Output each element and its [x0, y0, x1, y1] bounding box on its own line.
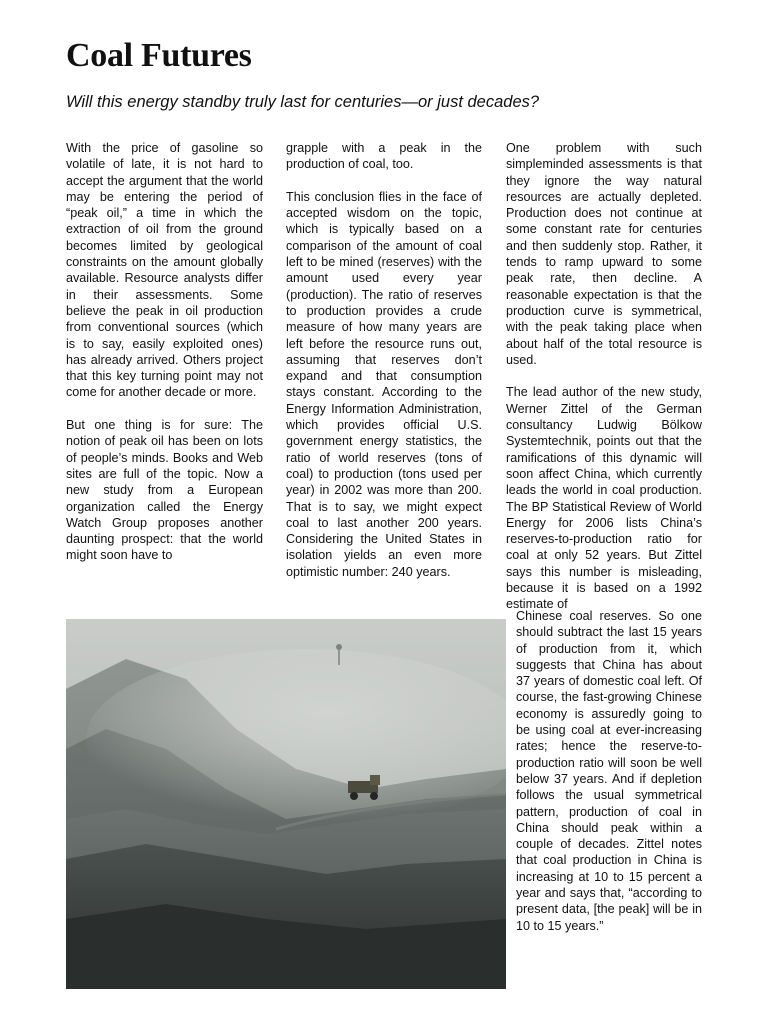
paragraph: With the price of gasoline so volatile of late, it is not hard to accept the argument that the world may be entering the period of “peak oil,” a time in which the extraction of oil from the ground becomes limited by geological constraints on the amount globally available. Resource analysts differ in their assessments. Some believe the peak in oil production from conventional sources (which is to say, easily exploited ones) has already arrived. Others project that this key turning point may not come for another decade or more.	[66, 141, 263, 400]
text-column-3	[506, 140, 702, 613]
article-title: Coal Futures	[66, 37, 252, 74]
paragraph: One problem with such simpleminded assessments is that they ignore the way natural resources are actually depleted. Production does not continue at some constant rate for centuries and then suddenly stop. Rather, it tends to ramp upward to some peak rate, then decline. A reasonable expectation is that the production curve is symmetrical, with the peak taking place when about half of the total resource is used.	[506, 141, 702, 367]
paragraph: But one thing is for sure: The notion of peak oil has been on lots of people’s minds. Books and Web sites are full of the topic. Now a new study from a European organization called the Energy Watch Group proposes another daunting prospect: that the world might soon have to	[66, 418, 263, 563]
text-column-3-continued	[516, 608, 702, 934]
text-column-2	[286, 140, 482, 580]
coal-mine-photo-illustration	[66, 619, 506, 989]
paragraph: Chinese coal reserves. So one should subtract the last 15 years of production from it, which suggests that China has about 37 years of domestic coal left. Of course, the fast-growing Chinese economy is assuredly going to be using coal at ever-increasing rates; hence the reserve-to-production ratio will soon be well below 37 years. And if depletion follows the usual symmetrical pattern, production of coal in China should peak within a couple of decades. Zittel notes that coal production in China is increasing at 10 to 15 percent a year and says that, “according to present data, [the peak] will be in 10 to 15 years.”	[516, 609, 702, 933]
article-subtitle: Will this energy standby truly last for centuries—or just decades?	[66, 93, 540, 111]
text-column-1	[66, 140, 263, 564]
paragraph: grapple with a peak in the production of coal, too.	[286, 141, 482, 172]
paragraph: This conclusion flies in the face of accepted wisdom on the topic, which is typically based on a comparison of the amount of coal left to be mined (reserves) with the amount used every year (production). The ratio of reserves to production provides a crude measure of how many years are left before the resource runs out, assuming that reserves don’t expand and that consumption stays constant. According to the Energy Information Administration, which provides official U.S. government energy statistics, the ratio of world reserves (tons of coal) to production (tons used per year) in 2002 was more than 200. That is to say, we might expect coal to last another 200 years. Considering the United States in isolation yields an even more optimistic number: 240 years.	[286, 189, 482, 579]
coal-mine-photo	[66, 619, 506, 989]
paragraph: The lead author of the new study, Werner Zittel of the German consultancy Ludwig Bölkow Systemtechnik, points out that the ramifications of this dynamic will soon affect China, which currently leads the world in coal production. The BP Statistical Review of World Energy for 2006 lists China’s reserves-to-production ratio for coal at only 52 years. But Zittel says this number is misleading, because it is based on a 1992 estimate of	[506, 385, 702, 612]
